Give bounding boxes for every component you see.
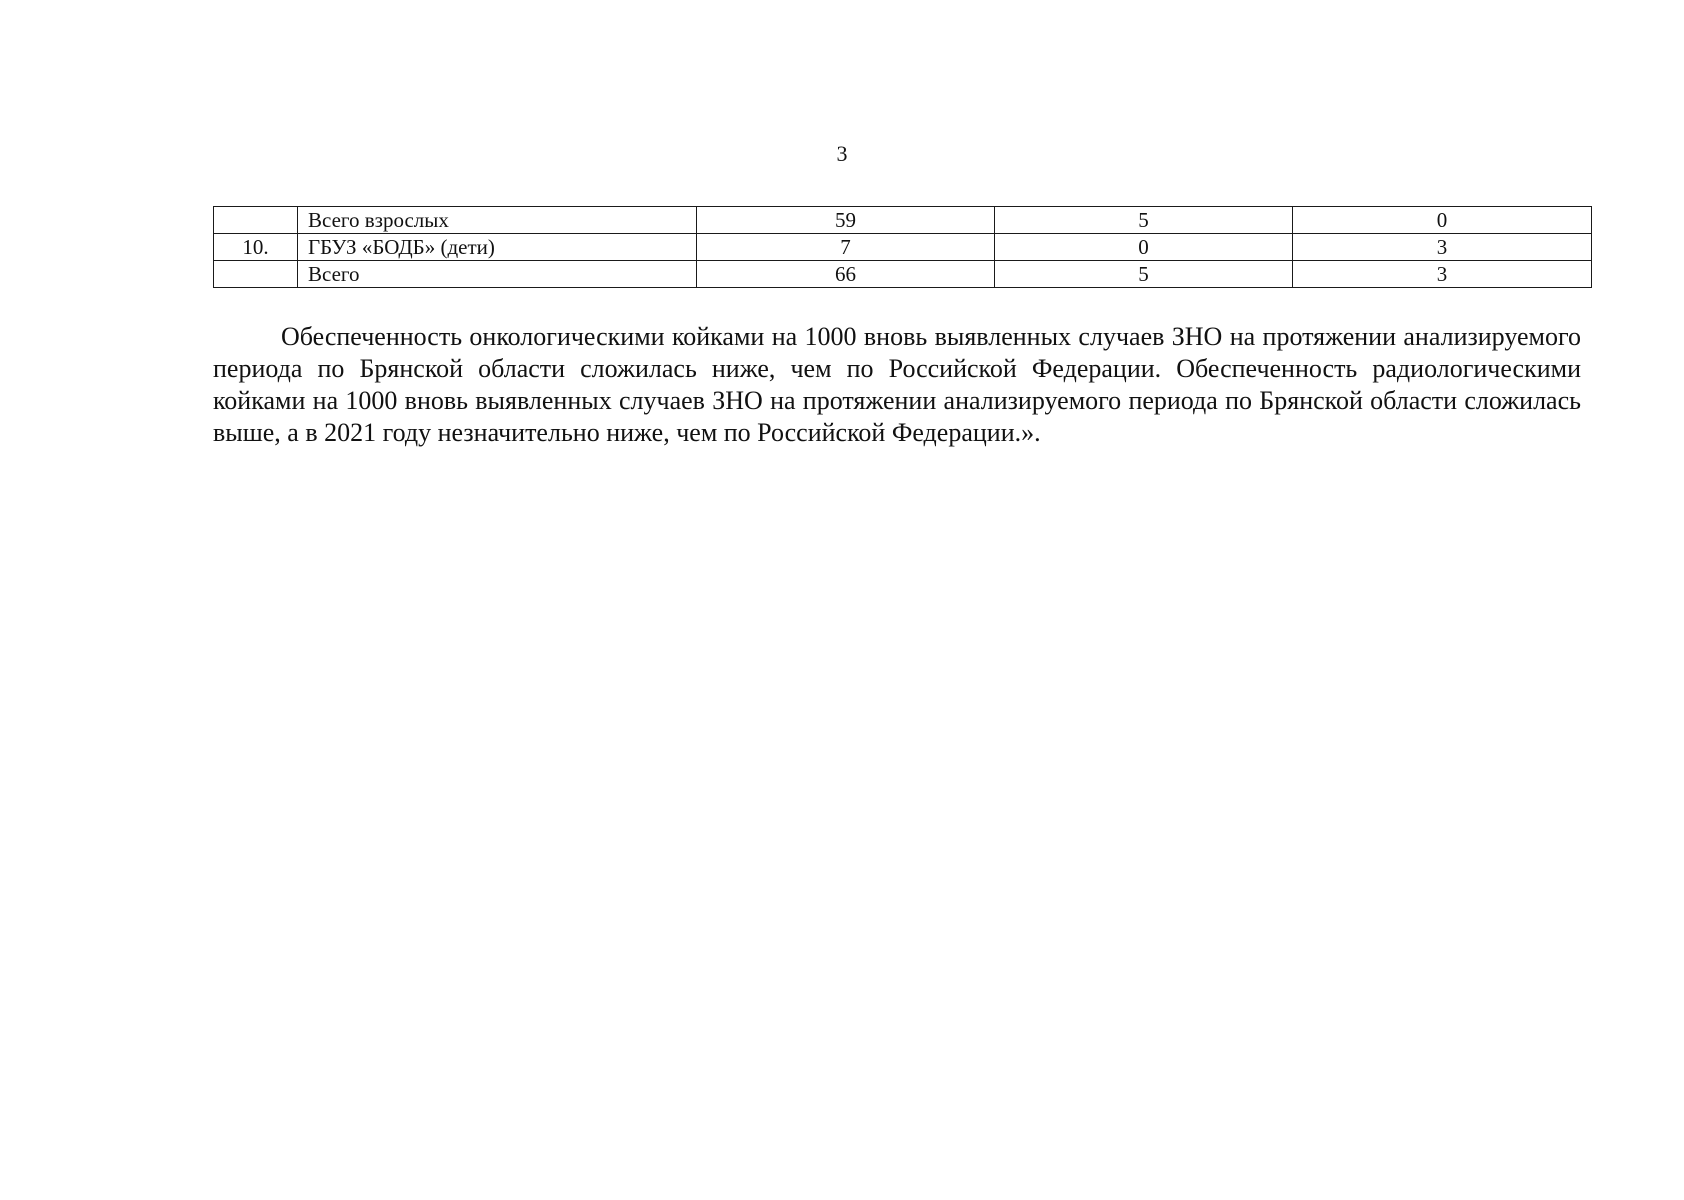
row-value: 3 [1293, 261, 1592, 288]
row-name: Всего взрослых [298, 207, 697, 234]
row-number [214, 261, 298, 288]
row-value: 7 [697, 234, 995, 261]
row-value: 3 [1293, 234, 1592, 261]
row-name: ГБУЗ «БОДБ» (дети) [298, 234, 697, 261]
row-name: Всего [298, 261, 697, 288]
row-value: 5 [995, 261, 1293, 288]
body-paragraph: Обеспеченность онкологическими койками на 1000 вновь выявленных случаев ЗНО на протяжении анализируемого периода по Брянской области сложилась ниже, чем по Российской Федерации. Обеспеченность радиологическими койками на 1000 вновь выявленных случаев ЗНО на протяжении анализируемого периода по Брянской области сложилась выше, а в 2021 году незначительно ниже, чем по Российской Федерации.». [213, 322, 1581, 447]
row-value: 5 [995, 207, 1293, 234]
row-value: 0 [995, 234, 1293, 261]
table-row [214, 234, 1592, 261]
beds-table [213, 206, 1592, 288]
page-number: 3 [836, 141, 848, 166]
table-row [214, 207, 1592, 234]
row-value: 0 [1293, 207, 1592, 234]
row-value: 59 [697, 207, 995, 234]
table-row [214, 261, 1592, 288]
row-value: 66 [697, 261, 995, 288]
row-number: 10. [214, 234, 298, 261]
row-number [214, 207, 298, 234]
